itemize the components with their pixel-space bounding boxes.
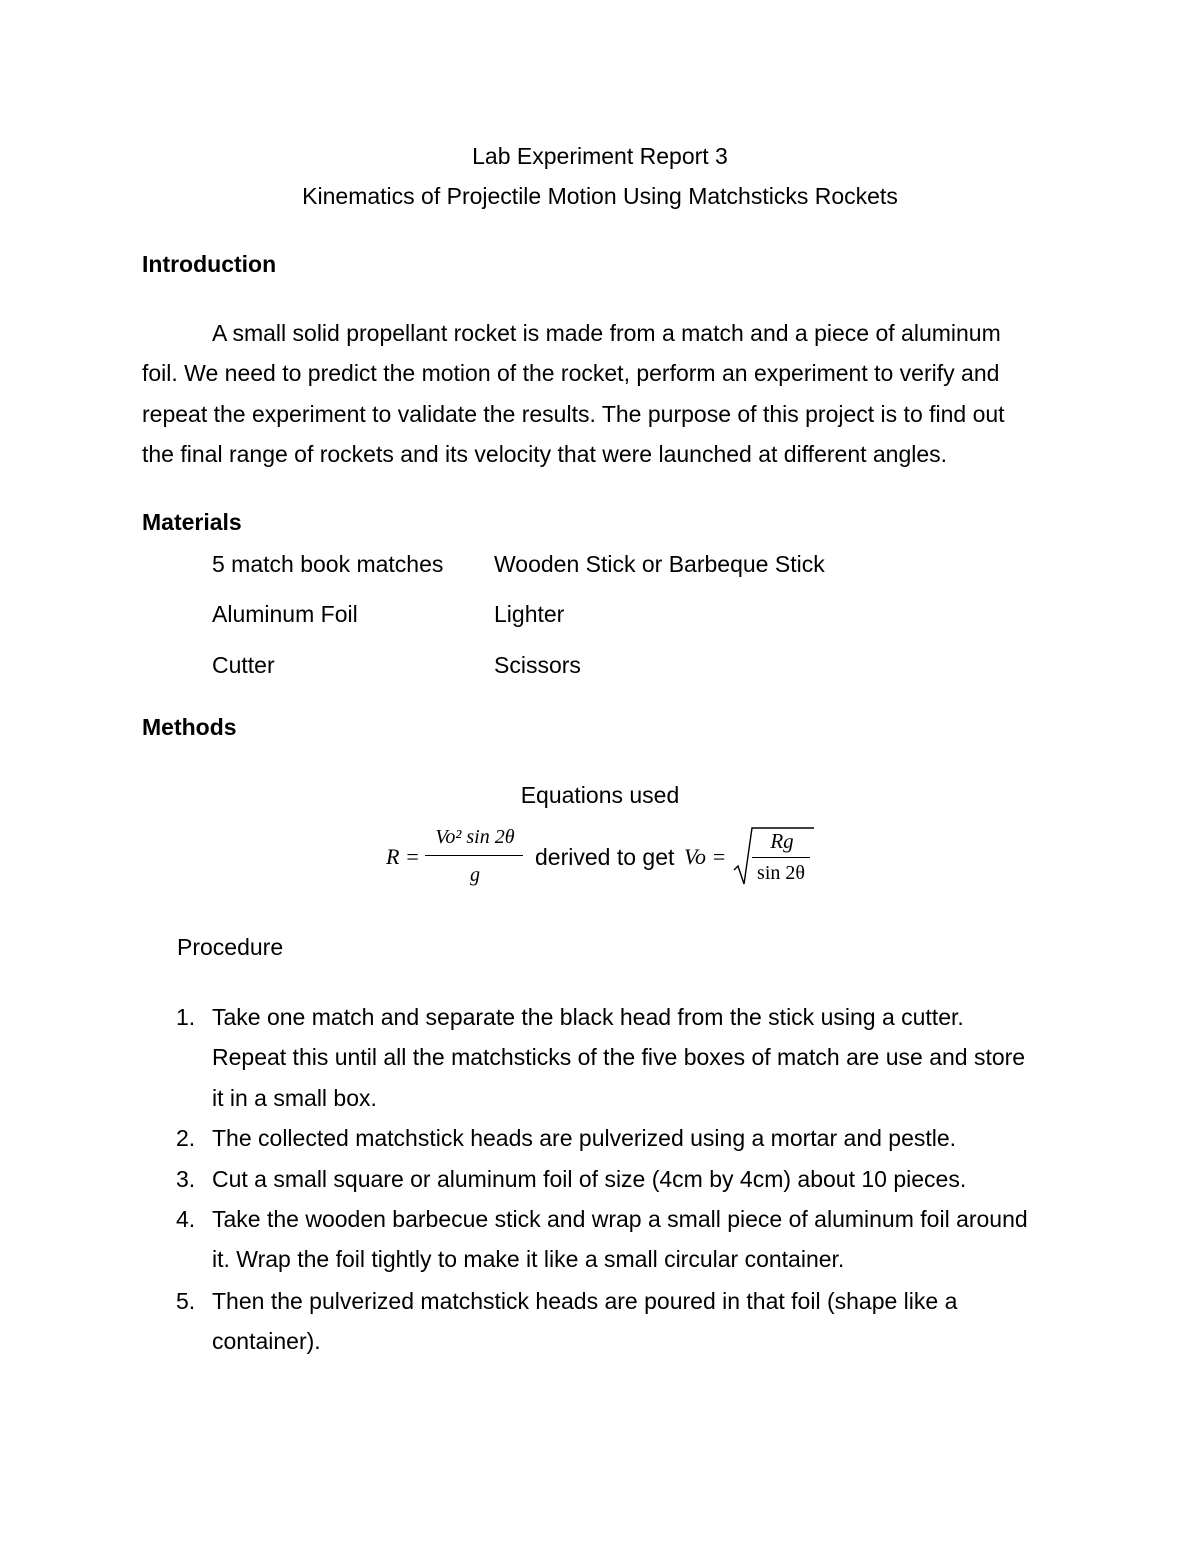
material-item: Scissors (494, 652, 581, 678)
material-item: 5 match book matches (212, 551, 444, 577)
step-text: Cut a small square or aluminum foil of size (4cm by 4cm) about 10 pieces. (212, 1166, 967, 1192)
step-text: The collected matchstick heads are pulverized using a mortar and pestle. (212, 1125, 957, 1151)
step-text: container). (212, 1328, 321, 1354)
report-subtitle: Kinematics of Projectile Motion Using Matchsticks Rockets (302, 183, 898, 209)
step-text: it. Wrap the foil tightly to make it like a small circular container. (212, 1246, 845, 1272)
derived-text: derived to get (535, 844, 675, 870)
step-number: 3. (176, 1166, 196, 1192)
step-number: 2. (176, 1125, 196, 1151)
procedure-heading: Procedure (177, 934, 284, 960)
eq2-numerator: Rg (770, 829, 794, 853)
equations-caption: Equations used (520, 782, 680, 808)
methods-heading: Methods (142, 714, 237, 740)
materials-heading: Materials (142, 509, 242, 535)
report-title: Lab Experiment Report 3 (472, 143, 728, 169)
step-text: Then the pulverized matchstick heads are poured in that foil (shape like a (212, 1288, 958, 1314)
step-number: 1. (176, 1004, 196, 1030)
step-text: Take one match and separate the black head from the stick using a cutter. (212, 1004, 964, 1030)
step-text: Take the wooden barbecue stick and wrap a small piece of aluminum foil around (212, 1206, 1028, 1232)
material-item: Cutter (212, 652, 275, 678)
step-text: it in a small box. (212, 1085, 377, 1111)
step-number: 4. (176, 1206, 196, 1232)
intro-line-1: A small solid propellant rocket is made from a match and a piece of aluminum (212, 320, 1001, 346)
intro-line-4: the final range of rockets and its velocity that were launched at different angles. (142, 441, 948, 467)
eq2-fraction-bar (752, 857, 810, 858)
material-item: Aluminum Foil (212, 601, 358, 627)
material-item: Wooden Stick or Barbeque Stick (494, 551, 825, 577)
eq1-lhs: R = (386, 844, 420, 869)
eq1-denominator: g (470, 864, 480, 886)
step-text: Repeat this until all the matchsticks of the five boxes of match are use and store (212, 1044, 1026, 1070)
eq1-fraction-bar (425, 855, 523, 856)
eq2-lhs: Vo = (684, 844, 727, 869)
step-number: 5. (176, 1288, 196, 1314)
eq2-denominator: sin 2θ (757, 862, 805, 884)
introduction-heading: Introduction (142, 251, 277, 277)
intro-line-2: foil. We need to predict the motion of the rocket, perform an experiment to verify and (142, 360, 1000, 386)
material-item: Lighter (494, 601, 565, 627)
eq1-numerator: Vo² sin 2θ (435, 826, 515, 848)
intro-line-3: repeat the experiment to validate the results. The purpose of this project is to find out (142, 401, 1005, 427)
